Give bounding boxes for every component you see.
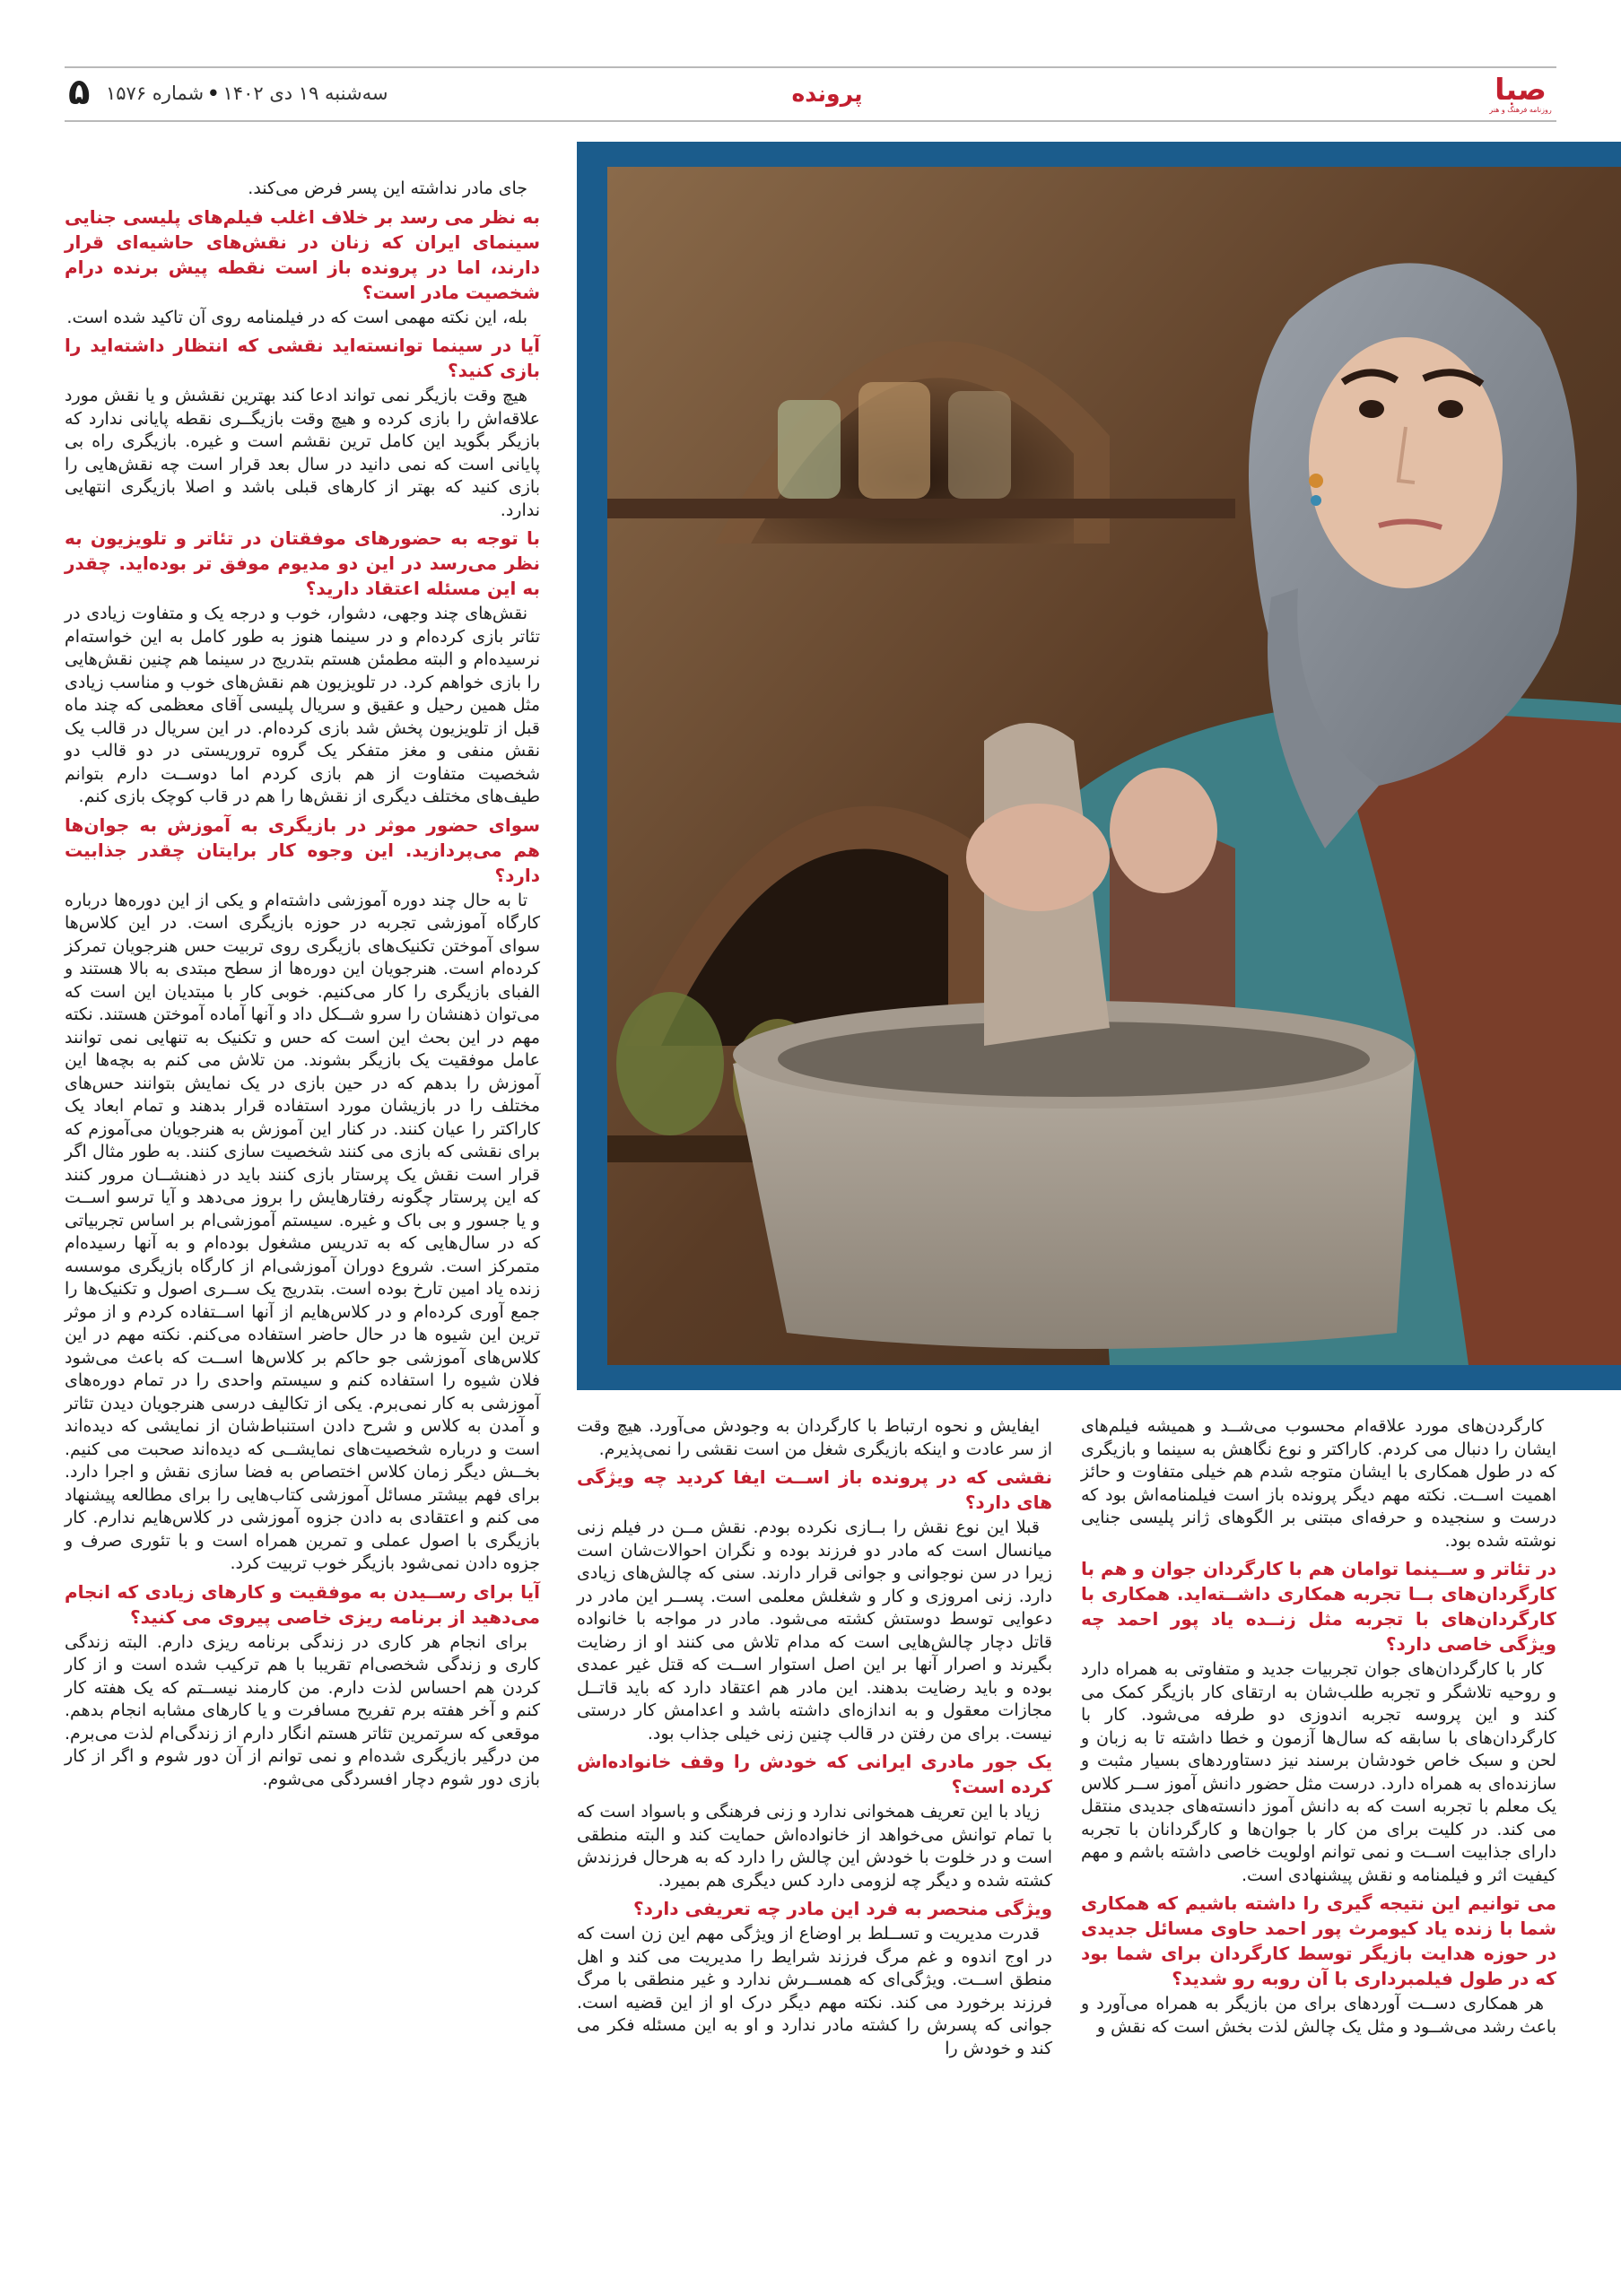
header-bottom-rule (65, 120, 1556, 122)
paragraph: نقش‌های چند وجهی، دشوار، خوب و درجه یک و متفاوت زیادی در تئاتر بازی کرده‌ام و در سینما هنوز به طور کامل به این خواسته‌ام نرسیده‌ام و البته مطمئن هستم بتدریج در سینما هم چنین نقش‌هایی را بازی خواهم کرد. در تلویزیون هم نقش‌های خوب و مناسب زیادی مثل همین رحیل و عقیق و سریال پلیسی آقای معظمی که چند ماه قبل از تلویزیون پخش شد بازی کرده‌ام. در این سریال در قالب یک نقش منفی و مغز متفکر یک گروه تروریستی در دو قالب دو شخصیت متفاوت از هم بازی کردم اما دوســت دارم بتوانم طیف‌های مختلف دیگری از نقش‌ها را هم در قاب کوچک بازی کنم. (65, 604, 540, 806)
issue-number: شماره ۱۵۷۶ (106, 83, 205, 104)
interview-question: سوای حضور موثر در بازیگری به آموزش به جوان‌ها هم می‌پردازید. این وجوه کار برایتان چقدر جذابیت دارد؟ (65, 813, 540, 886)
paragraph: هیچ وقت بازیگر نمی تواند ادعا کند بهترین نقشش و یا نقش مورد علاقه‌اش را بازی کرده و هیچ وقت بازیگــری نقطه پایانی ندارد که بازیگر بگوید این کامل ترین نقشم است و غیره. بازیگری راه بی پایانی است که نمی دانید در سال بعد قرار است چه نقش‌هایی را بازی کنید که بهتر از کارهای قبلی باشد و اصلا بازیگری انتهایی ندارد. (65, 386, 540, 520)
paragraph: کار با کارگردان‌های جوان تجربیات جدید و متفاوتی به همراه دارد و روحیه تلاشگر و تجربه طلب‌شان به ارتقای کار بازیگر کمک می کند و این پروسه تجربه اندوزی دو طرفه می‌شود. کار با کارگردان‌های با سابقه که سال‌ها آزمون و خطا داشته تا به زبان و لحن و سبک خاص خودشان برسند نیز دستاوردهای بسیار مثبت و سازنده‌ای به همراه دارد. درست مثل حضور دانش آموز ســر کلاس یک معلم با تجربه است که به دانش آموز دانسته‌های جدیدی منتقل می کند. در کلیت برای من کار با جوان‌ها و کارگردانان با تجربه دارای جذابیت اســت و نمی توانم اولویت خاصی داشته باشم و مهم کیفیت اثر و فیلمنامه و نقش پیشنهادی است. (1081, 1659, 1556, 1885)
section-title: پرونده (791, 81, 863, 107)
article-column-middle (577, 1415, 1052, 2205)
interview-question: به نظر می رسد بر خلاف اغلب فیلم‌های پلیسی جنایی سینمای ایران که زنان در نقش‌های حاشیه‌ای قرار دارند، اما در پرونده باز است نقطه پیش برنده درام شخصیت مادر است؟ (65, 205, 540, 303)
paragraph: جای مادر نداشته این پسر فرض می‌کند. (248, 178, 527, 198)
newspaper-logo (1485, 74, 1556, 115)
page-header (65, 66, 1556, 122)
paragraph: ایفایش و نحوه ارتباط با کارگردان به وجودش می‌آورد. هیچ وقت از سر عادت و اینکه بازیگری شغل من است نقشی را نمی‌پذیرم. (577, 1416, 1052, 1459)
page-number: ۵ (68, 72, 91, 113)
paragraph: زیاد با این تعریف همخوانی ندارد و زنی فرهنگی و باسواد است که با تمام توانش می‌خواهد از خانواده‌اش حمایت کند و البته منطقی است و در خلوت با خودش این چالش را دارد که به هرحال فرزندش کشته شده و دیگر چه لزومی دارد کس دیگری هم بمیرد. (577, 1802, 1052, 1891)
logo-tagline: روزنامه فرهنگ و هنر (1489, 106, 1552, 114)
interview-question: یک جور مادری ایرانی که خودش را وقف خانواده‌اش کرده است؟ (577, 1751, 1052, 1797)
feature-photo (607, 167, 1621, 1365)
issue-info (106, 83, 388, 104)
paragraph: برای انجام هر کاری در زندگی برنامه ریزی دارم. البته زندگی کاری و زندگی شخصی‌ام تقریبا با هم ترکیب شده است و از کار کردن هم احساس لذت دارم. من کارمند نیســتم که یک هفته کار کنم و آخر هفته برم تفریح مسافرت و یا کارهای مشابه انجام بدهم. موقعی که سرتمرین تئاتر هستم انگار دارم از زندگی‌ام لذت می‌برم. من درگیر بازیگری شده‌ام و نمی توانم از آن دور شوم و اگر از کار بازی دور شوم دچار افسردگی می‌شوم. (65, 1631, 540, 1789)
issue-date: سه‌شنبه ۱۹ دی ۱۴۰۲ (222, 83, 388, 104)
interview-question: ویژگی منحصر به فرد این مادر چه تعریفی دارد؟ (633, 1898, 1052, 1919)
article-column-right (1081, 1415, 1556, 2240)
paragraph: هر همکاری دســت آوردهای برای من بازیگر به همراه می‌آورد و باعث رشد می‌شــود و مثل یک چالش لذت بخش است که نقش و (1081, 1994, 1556, 2037)
interview-question: در تئاتر و ســینما توامان هم با کارگردان جوان و هم با کارگردان‌های بــا تجربه همکاری داشــته‌اید. همکاری با کارگردان‌های با تجربه مثل زنــده یاد پور احمد چه ویژگی خاصی دارد؟ (1081, 1558, 1556, 1655)
separator-dot: • (207, 83, 220, 104)
interview-question: آیا در سینما توانسته‌اید نقشی که انتظار داشته‌اید را بازی کنید؟ (65, 335, 540, 381)
interview-question: نقشی که در پرونده باز اســت ایفا کردید چه ویژگی های دارد؟ (577, 1466, 1052, 1513)
paragraph: تا به حال چند دوره آموزشی داشته‌ام و یکی از این دوره‌ها درباره کارگاه آموزشی تجربه در حوزه بازیگری است. در این کلاس‌ها سوای آموختن تکنیک‌های بازیگری روی تربیت حس هنرجویان تمرکز کرده‌ام است. هنرجویان این دوره‌ها از سطح مبتدی به بالا هستند و الفبای بازیگری را کار می‌کنیم. خوبی کار با مبتدیان این است که می‌توان ذهنشان را سرو شــکل داد و آنها آماده آموختن هستند. نکته مهم در این بحث این است که حس و تکنیک به تنهایی نمی توانند عامل موفقیت یک بازیگر بشوند. من تلاش می کنم به بچه‌ها این آموزش را بدهم که در حین بازی در یک نمایش بتوانند حس‌های مختلف را در بازیشان مورد استفاده قرار بدهند و تمام ابعاد یک کاراکتر را عیان کنند. در کنار این آموزش به هنرجویان می‌آموزم که برای نقشی که بازی می کنند شخصیت سازی کنند. به طور مثال اگر قرار است نقش یک پرستار بازی کنند باید در ذهنشــان مرور کنند که این پرستار چگونه رفتارهایش را بروز می‌دهد و آیا ترسو اســت و یا جسور و بی باک و غیره. سیستم آموزشی‌ام بر اساس تجربیاتی که در سال‌هایی که به تدریس مشغول بوده‌ام و به آنها رسیده‌ام متمرکز است. شروع دوران آموزشی‌ام از کارگاه بازیگری موسسه زنده یاد امین تارخ بوده است. بتدریج یک ســری اصول و تکنیک‌ها را جمع آوری کرده‌ام و در کلاس‌هایم از آنها اســتفاده کردم و از موثر ترین این شیوه ها در حال حاضر استفاده می‌کنم. نکته مهم در این کلاس‌های آموزشی جو حاکم بر کلاس‌ها اســت که باعث می‌شود فلان شیوه را استفاده کنم و سیستم واحدی را در تمام دوره‌های آموزشی به کار نمی‌برم. یکی از تکالیف درسی هنرجویان دیدن تئاتر و آمدن به کلاس و شرح دادن استنباط‌شان از نمایشی که دیده‌اند است و درباره شخصیت‌های نمایشــی که دیده‌اند صحبت می کنیم. بخــش دیگر زمان کلاس اختصاص به فضا سازی نقش و اجرا دارد. برای فهم بیشتر مسائل آموزشی کتاب‌هایی را برای مطالعه پیشنهاد می کنم و اعتقادی به دادن جزوه آموزشی در کلاس‌هایم ندارم. کار بازیگری با اصول عملی و تمرین همراه است و با تئوری صرف و جزوه دادن نمی‌شود بازیگر خوب تربیت کرد. (65, 890, 540, 1573)
logo-mark: صبا (1495, 72, 1547, 107)
paragraph: قدرت مدیریت و تســلط بر اوضاع از ویژگی مهم این زن است که در اوج اندوه و غم مرگ فرزند شرایط را مدیریت می کند و اهل منطق اســت. ویژگی‌ای که همســرش ندارد و غیر منطقی با مرگ فرزند برخورد می کند. نکته مهم دیگر درک او از این قضیه است. جوانی که پسرش را کشته مادر ندارد و او به این مسئله فکر می کند و خودش را (577, 1924, 1052, 2058)
photo-illustration (607, 167, 1621, 1365)
article-column-left (65, 178, 540, 2179)
paragraph: بله، این نکته مهمی است که در فیلمنامه روی آن تاکید شده است. (66, 307, 527, 327)
interview-question: آیا برای رســیدن به موفقیت و کارهای زیادی که انجام می‌دهید از برنامه ریزی خاصی پیروی می کنید؟ (65, 1580, 540, 1628)
paragraph: قبلا این نوع نقش را بــازی نکرده بودم. نقش مــن در فیلم زنی میانسال است که مادر دو فرزند بوده و نگران احوالات‌شان است زیرا در سن نوجوانی و جوانی قرار دارند. سنی که چالش‌های زیادی دارد. زنی امروزی و کار و شغلش معلمی است. پســر این مادر در دعوایی توسط دوستش کشته می‌شود. مادر در مواجه با خانواده قاتل دچار چالش‌هایی است که مدام تلاش می کنند او از رضایت بگیرند و اصرار آنها بر این اصل استوار اســت که قتل غیر عمدی بوده و باید رضایت بدهند. این مادر هم اعتقاد دارد که باید قاتــل مجازات معقول و به اندازه‌ای داشته باشد و اعدامش کار درستی نیست. برای من رفتن در قالب چنین زنی خیلی جذاب بود. (577, 1518, 1052, 1744)
interview-question: با توجه به حضورهای موفقتان در تئاتر و تلویزیون به نظر می‌رسد در این دو مدیوم موفق تر بوده‌اید. چقدر به این مسئله اعتقاد دارید؟ (65, 527, 540, 599)
interview-question: می توانیم این نتیجه گیری را داشته باشیم که همکاری شما با زنده یاد کیومرث پور احمد حاوی مسائل جدیدی در حوزه هدایت بازیگر توسط کارگردان برای شما بود که در طول فیلمبرداری با آن روبه رو شدید؟ (1081, 1892, 1556, 1989)
paragraph: کارگردن‌های مورد علاقه‌ام محسوب می‌شــد و همیشه فیلم‌های ایشان را دنبال می کردم. کاراکتر و نوع نگاهش به سینما و بازیگری که در طول همکاری با ایشان متوجه شدم هم خیلی متفاوت و حائز اهمیت اســت. نکته مهم دیگر پرونده باز است فیلمنامه‌اش بود که درست و سنجیده و حرفه‌ای مبتنی بر الگوهای ژانر پلیسی جنایی نوشته شده بود. (1081, 1416, 1556, 1551)
